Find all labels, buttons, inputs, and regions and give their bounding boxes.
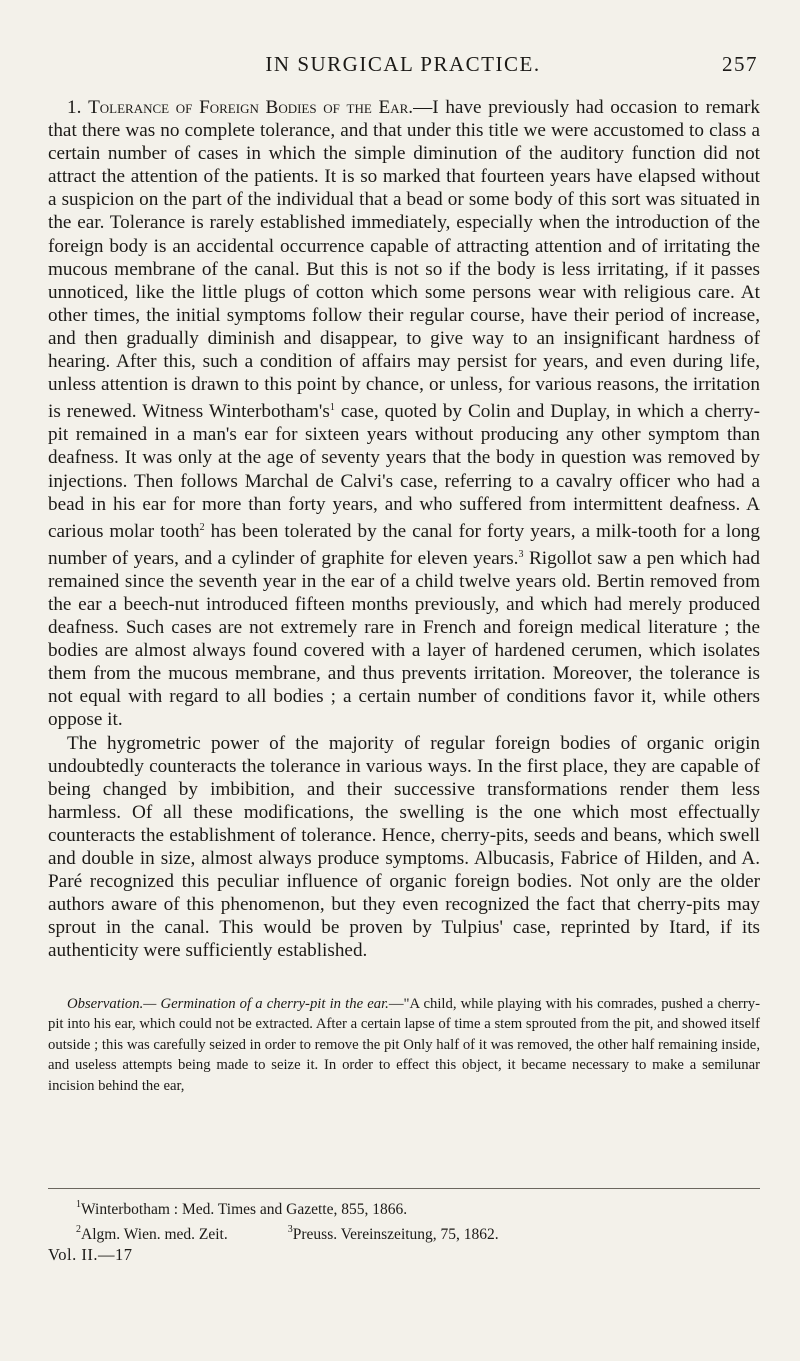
footnote-ref: 1	[329, 402, 335, 414]
observation-block	[48, 994, 760, 1096]
paragraph-text: has been tolerated by the canal for forty years, a milk-tooth for a long number of years, and a cylinder of graphite for eleven years.	[48, 520, 760, 569]
signature-mark: Vol. II.—17	[48, 1245, 133, 1264]
section-number: 1.	[67, 97, 82, 118]
section-heading: Tolerance of Foreign Bodies of the Ear.	[88, 97, 414, 118]
paragraph-text: Rigollot saw a pen which had remained since the seventh year in the ear of a child twelve years old. Bertin removed from the ear a beech-nut introduced fifteen months previously, and which had merely produced deafness. Such cases are not extremely rare in French and foreign medical literature ; the bodies are almost always found covered with a layer of hardened cerumen, which isolates them from the mucous membrane, and thus prevents irritation. Moreover, the tolerance is not equal with regard to all bodies ; a certain number of conditions favor it, while others oppose it.	[48, 547, 761, 731]
footnote-text: Winterbotham : Med. Times and Gazette, 855, 1866.	[81, 1201, 408, 1218]
observation-text: —"A child, while playing with his comrades, pushed a cherry-pit into his ear, which could not be extracted. After a certain lapse of time a stem sprouted from the pit, and showed itself outside ; this was carefully seized in order to remove the pit Only half of it was removed, the other half remaining inside, and useless attempts being made to seize it. In order to effect this object, it became necessary to make a semilunar incision behind the ear,	[48, 996, 760, 1094]
paragraph	[48, 96, 760, 732]
footnote-mark: 3	[287, 1224, 293, 1235]
footnote-text: Preuss. Vereinszeitung, 75, 1862.	[292, 1226, 499, 1243]
observation-paragraph	[48, 994, 760, 1096]
footnote-ref: 2	[199, 521, 205, 533]
footnote-inline	[288, 1220, 499, 1245]
paragraph-text: —I have previously had occasion to remark that there was no complete tolerance, and that under this title we were accustomed to class a certain number of cases in which the simple diminution of the auditory function did not attract the attention of the patients. It is so marked that fourteen years have elapsed without a suspicion on the part of the individual that a bead or some body of this sort was situated in the ear. Tolerance is rarely established immediately, especially when the introduction of the foreign body is an accidental occurrence capable of attracting attention and of irritating the mucous membrane of the canal. But this is not so if the body is less irritating, if it passes unnoticed, like the little plugs of cotton which some persons wear with religious care. At other times, the initial symptoms follow their regular course, have their period of increase, and then gradually diminish and disappear, to give way to an insignificant hardness of hearing. After this, such a condition of affairs may persist for years, and even during life, unless attention is drawn to this point by chance, or unless, for various reasons, the irritation is renewed. Witness Winterbotham's	[48, 97, 760, 423]
paragraph-text: case, quoted by Colin and Duplay, in which a cherry-pit remained in a man's ear for sixteen years without producing any other symptom than deafness. It was only at the age of seventy years that the body in question was removed by injections. Then follows Marchal de Calvi's case, referring to a cavalry officer who had a bead in his ear for more than forty years, and who suffered from intermittent deafness. A carious molar tooth	[48, 401, 760, 542]
main-text	[48, 96, 760, 962]
page-number: 257	[722, 52, 758, 76]
footnote-mark: 2	[76, 1224, 81, 1235]
footnote	[48, 1220, 760, 1245]
running-title: IN SURGICAL PRACTICE.	[265, 52, 541, 76]
running-head	[48, 52, 758, 82]
footnote	[48, 1195, 760, 1220]
footnote-ref: 3	[518, 548, 524, 560]
footnotes	[48, 1195, 760, 1265]
footnote-divider	[48, 1188, 760, 1189]
footnote-text: Algm. Wien. med. Zeit.	[81, 1226, 228, 1243]
footnote-mark: 1	[76, 1199, 81, 1210]
observation-heading: Observation.— Germination of a cherry-pit in the ear.	[67, 996, 389, 1012]
paragraph: The hygrometric power of the majority of regular foreign bodies of organic origin undoubtedly counteracts the tolerance in various ways. In the first place, they are capable of being changed by imbibition, and their successive transformations render them less harmless. Of all these modifications, the swelling is the one which most effectually counteracts the establishment of tolerance. Hence, cherry-pits, seeds and beans, which swell and double in size, almost always produce symptoms. Albucasis, Fabrice of Hilden, and A. Paré recognized this peculiar influence of organic foreign bodies. Not only are the older authors aware of this phenomenon, but they even recognized the fact that cherry-pits may sprout in the canal. This would be proven by Tulpius' case, reprinted by Itard, if its authenticity were sufficiently established.	[48, 732, 760, 962]
